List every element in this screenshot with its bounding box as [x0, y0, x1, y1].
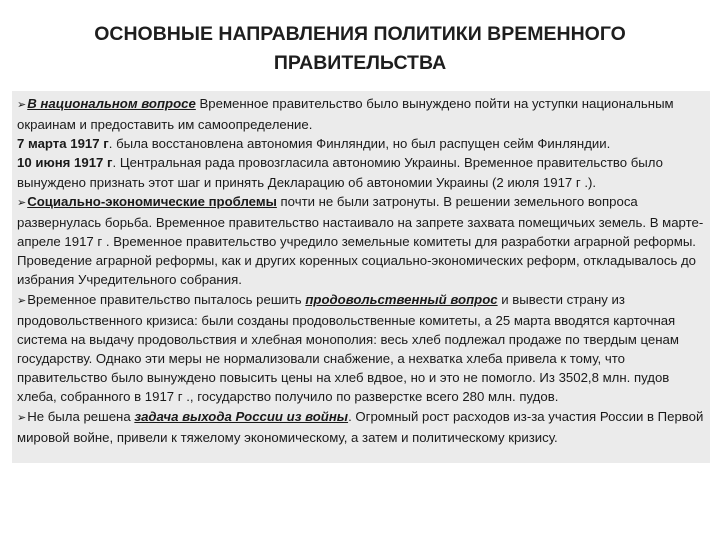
paragraph-text-before: Не была решена — [27, 408, 135, 424]
content-text — [17, 94, 705, 447]
paragraph-text: почти не были затронуты. В решении земельного вопроса развернулась борьба. Временное правительство настаивало на запрете захвата помещичьих земель. В марте-апреле 1917 г . Временное правительство учредило земельные комитеты для разработки аграрной реформы. Проведение аграрной реформы, как и других коренных социально-экономических реформ, откладывалось до избрания Учредительного собрания. — [17, 193, 704, 288]
paragraph-text-after: . Огромный рост расходов из-за участия России в Первой мировой войне, привели к тяжелому экономическому, а затем и политическому кризису. — [17, 408, 704, 445]
emphasis-war-exit: задача выхода России из войны — [134, 408, 349, 424]
date-june-10: 10 июня 1917 г — [17, 155, 113, 171]
paragraph-ukraine — [17, 153, 705, 191]
paragraph-text-after: и вывести страну из продовольственного кризиса: были созданы продовольственные комитеты, а 25 марта вводятся карточная система на выдачу продовольствия и хлебная монополия: весь хлеб подлежал продаже по твердым ценам государству. Однако эти меры не нормализовали снабжение, а нехватка хлеба привела к тому, что правительство было вынуждено повысить цены на хлеб вдвое, но и это не помогло. Из 3502,8 млн. пудов хлеба, собранного в 1917 г ., государство получило по разверстке всего 280 млн. пудов. — [17, 291, 679, 405]
paragraph-national-question — [17, 94, 705, 134]
arrow-bullet-icon: ➢ — [17, 294, 27, 307]
paragraph-socioeconomic — [17, 192, 705, 290]
emphasis-food-question: продовольственный вопрос — [305, 291, 498, 307]
slide-title-line-2: ПРАВИТЕЛЬСТВА — [273, 52, 447, 74]
paragraph-war-exit — [17, 407, 705, 447]
arrow-bullet-icon: ➢ — [17, 99, 27, 111]
emphasis-national-question: В национальном вопросе — [27, 96, 196, 111]
paragraph-text: . Центральная рада провозгласила автономию Украины. Временное правительство было вынуждено признать этот шаг и принять Декларацию об автономии Украины (2 июля 1917 г .). — [17, 155, 663, 190]
paragraph-text: . была восстановлена автономия Финляндии, но был распущен сейм Финляндии. — [108, 136, 611, 152]
paragraph-food-question — [17, 290, 705, 407]
emphasis-socioeconomic: Социально-экономические проблемы — [27, 193, 277, 209]
date-march-7: 7 марта 1917 г — [17, 136, 109, 152]
slide-title-line-1: ОСНОВНЫЕ НАПРАВЛЕНИЯ ПОЛИТИКИ ВРЕМЕННОГО — [94, 23, 626, 45]
arrow-bullet-icon: ➢ — [17, 196, 27, 209]
arrow-bullet-icon: ➢ — [17, 411, 27, 424]
slide-title — [60, 20, 660, 78]
paragraph-text-before: Временное правительство пыталось решить — [27, 291, 306, 307]
paragraph-finland — [17, 134, 705, 153]
paragraph-text: Временное правительство было вынуждено пойти на уступки национальным окраинам и предоставить им самоопределение. — [17, 96, 674, 133]
